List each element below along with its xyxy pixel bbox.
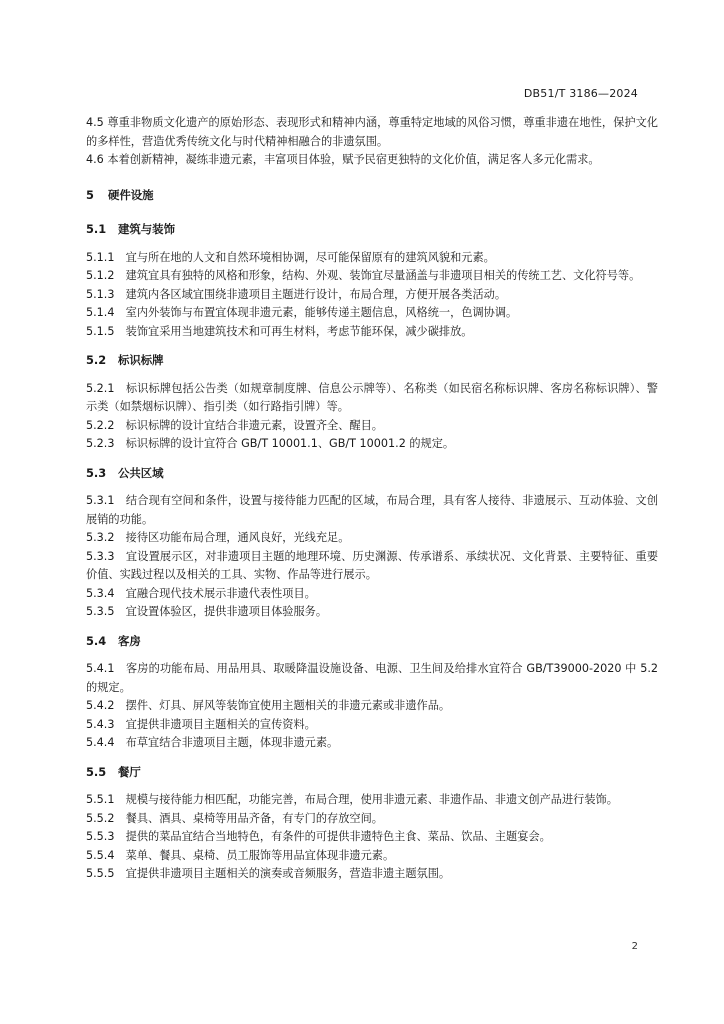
- page-number: 2: [631, 941, 638, 952]
- section-number: 5.2: [86, 353, 107, 367]
- section-number: 5.1: [86, 222, 107, 236]
- chapter-title: 硬件设施: [108, 187, 154, 202]
- clause-5-3-1: 5.3.1 结合现有空间和条件，设置与接待能力匹配的区域，布局合理，具有客人接待、非遗展示、互动体验、文创展销的功能。: [86, 494, 658, 526]
- section-title: 公共区域: [118, 465, 164, 480]
- clause-5-1-4: 5.1.4 室内外装饰与布置宜体现非遗元素，能够传递主题信息，风格统一，色调协调。: [86, 306, 518, 319]
- clause-5-2-2: 5.2.2 标识标牌的设计宜结合非遗元素，设置齐全、醒目。: [86, 418, 383, 432]
- clause-5-5-1: 5.5.1 规模与接待能力相匹配，功能完善，布局合理，使用非遗元素、非遗作品、非遗文创产品进行装饰。: [86, 793, 618, 806]
- section-heading-5-1: [86, 220, 658, 239]
- document-body: [86, 114, 658, 884]
- clause-5-2-3: 5.2.3 标识标牌的设计宜符合 GB/T 10001.1、GB/T 10001.2 的规定。: [86, 437, 455, 450]
- clause-5-3-4: 5.3.4 宜融合现代技术展示非遗代表性项目。: [86, 586, 316, 600]
- section-heading-5-5: [86, 763, 658, 782]
- clause-5-3-3: 5.3.3 宜设置展示区，对非遗项目主题的地理环境、历史渊源、传承谱系、承续状况、文化背景、主要特征、重要价值、实践过程以及相关的工具、实物、作品等进行展示。: [86, 549, 658, 581]
- clause-5-1-2: 5.1.2 建筑宜具有独特的风格和形象，结构、外观、装饰宜尽量涵盖与非遗项目相关的传统工艺、文化符号等。: [86, 269, 641, 282]
- clause-5-5-2: 5.5.2 餐具、酒具、桌椅等用品齐备，有专门的存放空间。: [86, 811, 383, 825]
- section-title: 客房: [118, 633, 141, 648]
- section-heading-5-2: [86, 351, 658, 370]
- clause-5-1-5: 5.1.5 装饰宜采用当地建筑技术和可再生材料，考虑节能环保，减少碳排放。: [86, 324, 473, 338]
- clause-5-5-4: 5.5.4 菜单、餐具、桌椅、员工服饰等用品宜体现非遗元素。: [86, 848, 395, 862]
- section-title: 标识标牌: [118, 353, 164, 367]
- section-heading-5-4: [86, 632, 658, 651]
- clause-5-5-3: 5.5.3 提供的菜品宜结合当地特色，有条件的可提供非遗特色主食、菜品、饮品、主题宴会。: [86, 830, 551, 843]
- clause-5-1-3: 5.1.3 建筑内各区域宜围绕非遗项目主题进行设计，布局合理，方便开展各类活动。: [86, 287, 507, 301]
- standard-code: DB51/T 3186—2024: [523, 87, 638, 100]
- section-number: 5.4: [86, 633, 107, 648]
- clause-5-3-5: 5.3.5 宜设置体验区，提供非遗项目体验服务。: [86, 605, 328, 618]
- section-title: 建筑与装饰: [118, 222, 175, 236]
- clause-5-4-2: 5.4.2 摆件、灯具、屏风等装饰宜使用主题相关的非遗元素或非遗作品。: [86, 699, 451, 712]
- clause-5-3-2: 5.3.2 接待区功能布局合理，通风良好，光线充足。: [86, 531, 350, 544]
- chapter-heading: [86, 186, 658, 205]
- clause-5-2-1: 5.2.1 标识标牌包括公告类（如规章制度牌、信息公示牌等）、名称类（如民宿名称标识牌、客房名称标识牌）、警示类（如禁烟标识牌）、指引类（如行路指引牌）等。: [86, 381, 658, 413]
- section-number: 5.5: [86, 764, 107, 779]
- section-heading-5-3: [86, 464, 658, 483]
- section-title: 餐厅: [118, 764, 141, 779]
- clause-5-4-1: 5.4.1 客房的功能布局、用品用具、取暖降温设施设备、电源、卫生间及给排水宜符合 GB/T39000-2020 中 5.2 的规定。: [86, 662, 658, 694]
- section-number: 5.3: [86, 465, 107, 480]
- clause-5-4-3: 5.4.3 宜提供非遗项目主题相关的宣传资料。: [86, 717, 316, 731]
- clause-5-5-5: 5.5.5 宜提供非遗项目主题相关的演奏或音频服务，营造非遗主题氛围。: [86, 867, 451, 880]
- clause-4-6: 4.6 本着创新精神，凝练非遗元素，丰富项目体验，赋予民宿更独特的文化价值，满足客人多元化需求。: [86, 153, 600, 166]
- clause-5-4-4: 5.4.4 布草宜结合非遗项目主题，体现非遗元素。: [86, 736, 339, 749]
- clause-4-5: 4.5 尊重非物质文化遗产的原始形态、表现形式和精神内涵，尊重特定地域的风俗习惯，尊重非遗在地性，保护文化的多样性，营造优秀传统文化与时代精神相融合的非遗氛围。: [86, 116, 658, 148]
- chapter-number: 5: [86, 187, 94, 202]
- clause-5-1-1: 5.1.1 宜与所在地的人文和自然环境相协调，尽可能保留原有的建筑风貌和元素。: [86, 250, 495, 264]
